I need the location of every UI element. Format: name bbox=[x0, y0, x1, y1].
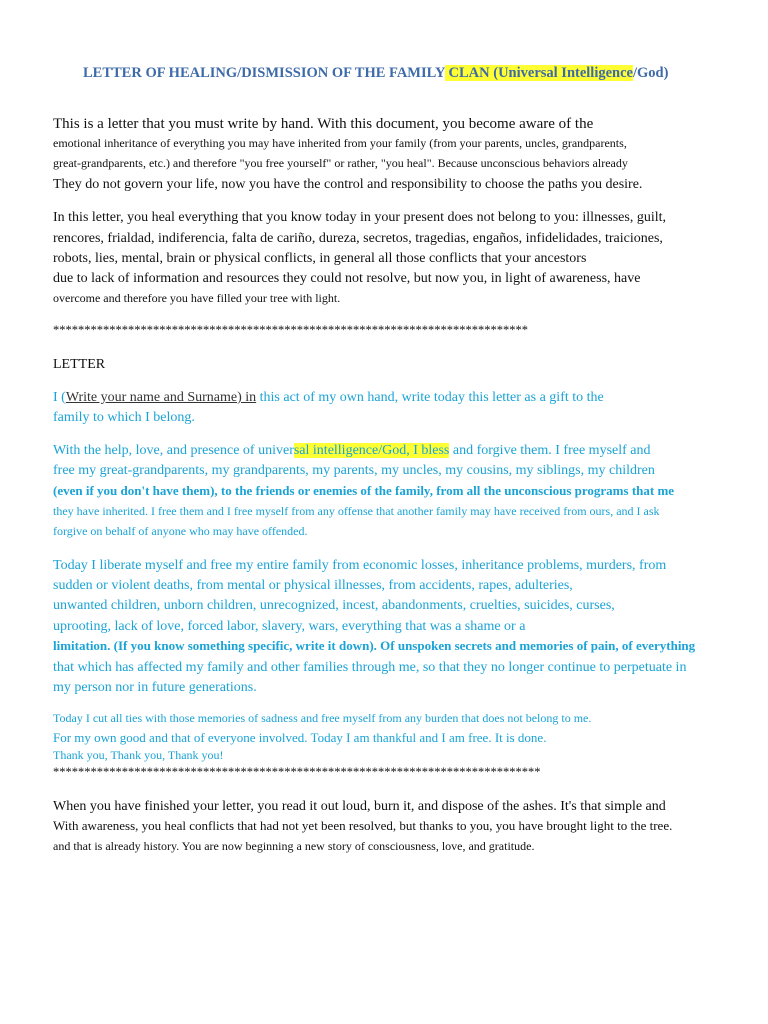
letter-p3-line-1: Today I liberate myself and free my entire family from economic losses, inheritance problems, murders, from bbox=[53, 558, 667, 573]
letter-p3-line-7: my person nor in future generations. bbox=[53, 680, 257, 695]
letter-p2-highlight: sal intelligence/God, I bless bbox=[293, 443, 450, 458]
letter-p4-line-1: Today I cut all ties with those memories of sadness and free myself from any burden that does not belong to me. bbox=[53, 711, 592, 725]
letter-p1-line-1 bbox=[53, 390, 604, 406]
intro-line-3: great-grandparents, etc.) and therefore "you free yourself" or rather, "you heal". Because unconscious behaviors already bbox=[53, 156, 628, 170]
title-highlight: CLAN (Universal Intelligence bbox=[444, 65, 633, 81]
letter-p2-line-3: (even if you don't have them), to the friends or enemies of the family, from all the unconscious programs that me bbox=[53, 483, 675, 498]
letter-p3-line-4: uprooting, lack of love, forced labor, slavery, wars, everything that was a shame or a bbox=[53, 619, 526, 634]
closing-line-1: When you have finished your letter, you read it out loud, burn it, and dispose of the ashes. It's that simple and bbox=[53, 799, 666, 814]
heal-line-4: due to lack of information and resources they could not resolve, but now you, in light of awareness, have bbox=[53, 271, 641, 286]
letter-p2-line-5: forgive on behalf of anyone who may have offended. bbox=[53, 524, 308, 538]
title-part1: LETTER OF HEALING/DISMISSION OF THE FAMILY bbox=[83, 65, 445, 81]
closing-line-3: and that is already history. You are now beginning a new story of consciousness, love, and gratitude. bbox=[53, 839, 535, 853]
letter-p4-line-3: Thank you, Thank you, Thank you! bbox=[53, 748, 224, 762]
separator-line-2: ****************************************************************************** bbox=[53, 765, 541, 779]
letter-p1-rest: this act of my own hand, write today this letter as a gift to the bbox=[256, 390, 604, 405]
letter-p2-line-4: they have inherited. I free them and I free myself from any offense that another family may have received from ours, and I ask bbox=[53, 504, 660, 518]
title-part3: /God) bbox=[632, 65, 669, 81]
letter-p4-line-2: For my own good and that of everyone involved. Today I am thankful and I am free. It is done. bbox=[53, 730, 547, 745]
intro-line-4: They do not govern your life, now you have the control and responsibility to choose the paths you desire. bbox=[53, 177, 643, 192]
closing-line-2: With awareness, you heal conflicts that had not yet been resolved, but thanks to you, you have brought light to the tree. bbox=[53, 818, 673, 833]
letter-p3-line-3: unwanted children, unborn children, unrecognized, incest, abandonments, cruelties, suicides, curses, bbox=[53, 598, 615, 613]
intro-line-1: This is a letter that you must write by hand. With this document, you become aware of the bbox=[53, 116, 594, 132]
document-title bbox=[83, 65, 668, 82]
letter-heading: LETTER bbox=[53, 357, 106, 372]
name-placeholder: Write your name and Surname) in bbox=[65, 390, 257, 405]
letter-p2-start: With the help, love, and presence of univer bbox=[53, 443, 294, 458]
letter-p3-line-2: sudden or violent deaths, from mental or physical illnesses, from accidents, rapes, adulteries, bbox=[53, 578, 573, 593]
intro-line-2: emotional inheritance of everything you may have inherited from your family (from your parents, uncles, grandparents, bbox=[53, 136, 627, 150]
letter-p1-start: I ( bbox=[53, 390, 66, 405]
letter-p2-line-2: free my great-grandparents, my grandparents, my parents, my uncles, my cousins, my siblings, my children bbox=[53, 463, 655, 478]
letter-p2-rest: and forgive them. I free myself and bbox=[449, 443, 651, 458]
heal-line-2: rencores, frialdad, indiferencia, falta de cariño, dureza, secretos, tragedias, engaños, infidelidades, traiciones, bbox=[53, 231, 663, 246]
heal-line-3: robots, lies, mental, brain or physical conflicts, in general all those conflicts that your ancestors bbox=[53, 251, 587, 266]
heal-line-1: In this letter, you heal everything that you know today in your present does not belong to you: illnesses, guilt, bbox=[53, 210, 667, 225]
letter-p1-line-2: family to which I belong. bbox=[53, 410, 195, 425]
letter-p3-line-6: that which has affected my family and other families through me, so that they no longer continue to perpetuate in bbox=[53, 660, 687, 675]
heal-line-5: overcome and therefore you have filled your tree with light. bbox=[53, 291, 341, 305]
separator-line: **************************************************************************** bbox=[53, 323, 528, 337]
letter-p3-line-5: limitation. (If you know something specific, write it down). Of unspoken secrets and memories of pain, of everything bbox=[53, 638, 696, 653]
letter-p2-line-1 bbox=[53, 443, 651, 459]
